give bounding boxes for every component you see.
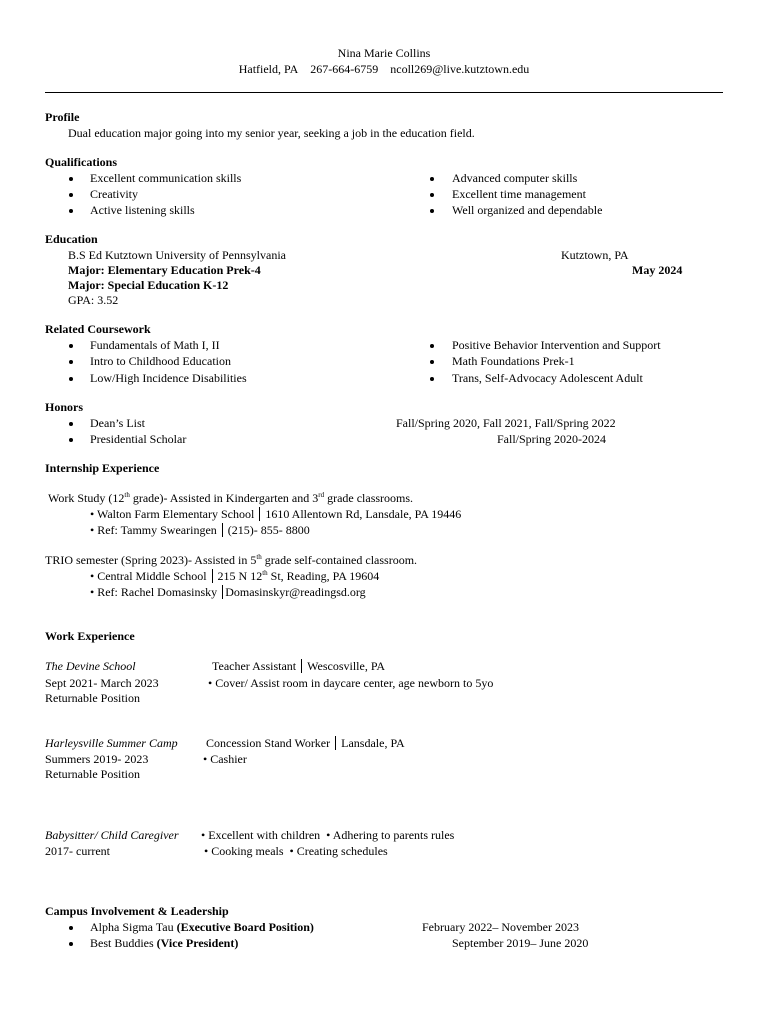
education-gpa: GPA: 3.52: [68, 293, 119, 307]
job-dates: 2017- current: [45, 844, 110, 858]
bullet-icon: [430, 209, 434, 213]
job-dates: Sept 2021- March 2023: [45, 676, 159, 690]
education-grad-date: May 2024: [632, 263, 683, 277]
qualification-item: Well organized and dependable: [452, 203, 603, 217]
campus-heading: Campus Involvement & Leadership: [45, 904, 229, 918]
coursework-heading: Related Coursework: [45, 322, 151, 336]
bullet-icon: [69, 377, 73, 381]
work-heading: Work Experience: [45, 629, 135, 643]
qualification-item: Creativity: [90, 187, 138, 201]
qualification-item: Excellent communication skills: [90, 171, 242, 185]
education-school: B.S Ed Kutztown University of Pennsylvania: [68, 248, 286, 262]
divider: [212, 569, 213, 583]
trio-ref-email[interactable]: Domasinskyr@readingsd.org: [225, 585, 366, 599]
education-location: Kutztown, PA: [561, 248, 629, 262]
honors-heading: Honors: [45, 400, 84, 414]
campus-item: Alpha Sigma Tau (Executive Board Position): [90, 920, 314, 934]
honor-dates: Fall/Spring 2020-2024: [497, 432, 607, 446]
job-note: Returnable Position: [45, 767, 140, 781]
job-duties: • Excellent with children • Adhering to parents rules: [201, 828, 455, 842]
qualification-item: Excellent time management: [452, 187, 586, 201]
honor-dates: Fall/Spring 2020, Fall 2021, Fall/Spring 2022: [396, 416, 616, 430]
header-divider: [45, 92, 723, 93]
trio-reference: • Ref: Rachel Domasinsky Domasinskyr@readingsd.org: [90, 585, 366, 599]
resume-name: Nina Marie Collins: [337, 46, 431, 60]
job-note: Returnable Position: [45, 691, 140, 705]
internship-heading: Internship Experience: [45, 461, 160, 475]
campus-item: Best Buddies (Vice President): [90, 936, 239, 950]
bullet-icon: [69, 177, 73, 181]
work-study-summary: Work Study (12th grade)- Assisted in Kindergarten and 3rd grade classrooms.: [48, 491, 414, 505]
bullet-icon: [69, 942, 73, 946]
bullet-icon: [430, 360, 434, 364]
divider: [222, 585, 223, 599]
coursework-item: Positive Behavior Intervention and Support: [452, 338, 661, 352]
campus-dates: September 2019– June 2020: [452, 936, 589, 950]
work-study-reference: • Ref: Tammy Swearingen (215)- 855- 8800: [90, 523, 310, 537]
bullet-icon: [69, 344, 73, 348]
profile-text: Dual education major going into my senior year, seeking a job in the education field.: [68, 126, 475, 140]
education-major-1: Major: Elementary Education Prek-4: [68, 263, 261, 277]
bullet-icon: [69, 193, 73, 197]
coursework-item: Intro to Childhood Education: [90, 354, 231, 368]
bullet-icon: [430, 177, 434, 181]
contact-phone: 267-664-6759: [310, 62, 379, 76]
bullet-icon: [69, 926, 73, 930]
coursework-item: Low/High Incidence Disabilities: [90, 371, 247, 385]
bullet-icon: [69, 360, 73, 364]
bullet-icon: [69, 209, 73, 213]
qualifications-heading: Qualifications: [45, 155, 118, 169]
job-duties: • Cover/ Assist room in daycare center, age newborn to 5yo: [208, 676, 494, 690]
job-dates: Summers 2019- 2023: [45, 752, 149, 766]
bullet-icon: [430, 344, 434, 348]
contact-line: [0, 62, 768, 77]
work-study-school: • Walton Farm Elementary School 1610 Allentown Rd, Lansdale, PA 19446: [90, 507, 462, 521]
job-duties: • Cooking meals • Creating schedules: [204, 844, 388, 858]
job-org: The Devine School: [45, 659, 136, 673]
education-heading: Education: [45, 232, 98, 246]
divider: [259, 507, 260, 521]
job-org: Babysitter/ Child Caregiver: [45, 828, 179, 842]
job-duties: • Cashier: [203, 752, 247, 766]
bullet-icon: [430, 377, 434, 381]
coursework-item: Trans, Self-Advocacy Adolescent Adult: [452, 371, 643, 385]
bullet-icon: [430, 193, 434, 197]
honor-name: Presidential Scholar: [90, 432, 187, 446]
contact-location: Hatfield, PA: [238, 62, 299, 76]
divider: [222, 523, 223, 537]
job-title-line: Concession Stand Worker Lansdale, PA: [206, 736, 405, 750]
job-org: Harleysville Summer Camp: [45, 736, 178, 750]
coursework-item: Math Foundations Prek-1: [452, 354, 575, 368]
contact-email[interactable]: ncoll269@live.kutztown.edu: [390, 62, 530, 76]
honor-name: Dean’s List: [90, 416, 145, 430]
qualification-item: Advanced computer skills: [452, 171, 578, 185]
campus-dates: February 2022– November 2023: [422, 920, 579, 934]
coursework-item: Fundamentals of Math I, II: [90, 338, 220, 352]
divider: [301, 659, 302, 673]
bullet-icon: [69, 438, 73, 442]
education-major-2: Major: Special Education K-12: [68, 278, 229, 292]
job-title-line: Teacher Assistant Wescosville, PA: [212, 659, 386, 673]
trio-school: • Central Middle School 215 N 12th St, Reading, PA 19604: [90, 569, 380, 583]
bullet-icon: [69, 422, 73, 426]
divider: [335, 736, 336, 750]
profile-heading: Profile: [45, 110, 80, 124]
trio-summary: TRIO semester (Spring 2023)- Assisted in 5th grade self-contained classroom.: [45, 553, 418, 567]
qualification-item: Active listening skills: [90, 203, 195, 217]
